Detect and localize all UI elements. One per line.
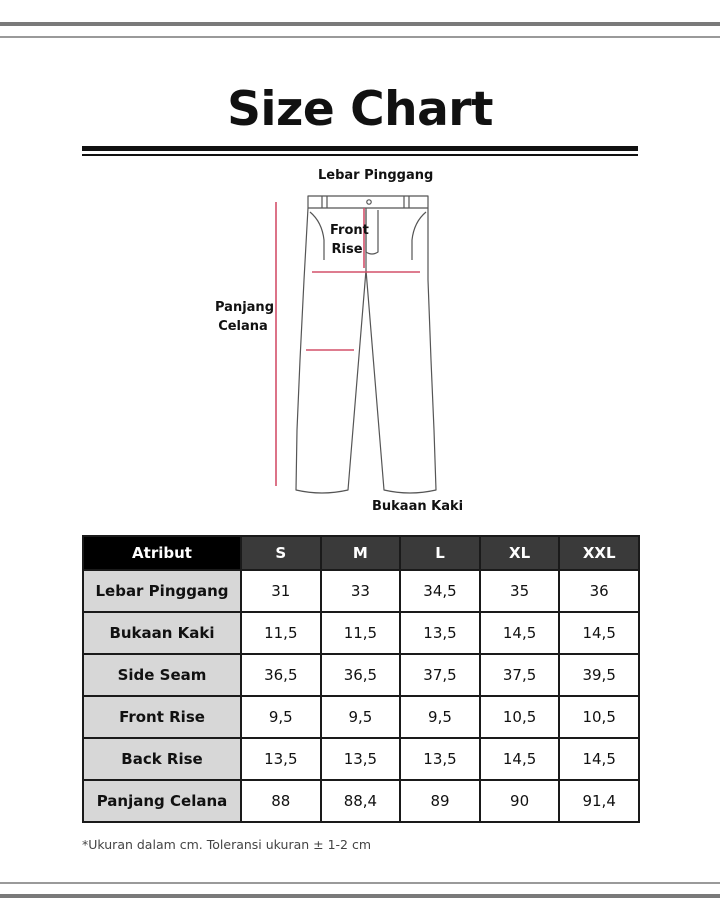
top-border-thin [0,36,720,38]
front-rise-label-line1: Front [330,223,369,238]
page-title: Size Chart [227,82,493,137]
bottom-border-thick [0,894,720,898]
table-cell: 88 [241,780,321,822]
header-attribute: Atribut [83,536,241,570]
header-size-l: L [400,536,480,570]
table-cell: 88,4 [321,780,401,822]
header-size-xxl: XXL [559,536,639,570]
leg-opening-label: Bukaan Kaki [372,499,464,514]
pants-illustration [0,160,720,525]
table-cell: 14,5 [559,738,639,780]
table-row [83,654,639,696]
length-label-line1: Panjang [215,300,274,315]
table-cell: 31 [241,570,321,612]
table-cell: 13,5 [241,738,321,780]
table-cell: 37,5 [480,654,560,696]
table-cell: 14,5 [559,612,639,654]
table-row [83,696,639,738]
table-cell: 39,5 [559,654,639,696]
table-cell: 14,5 [480,738,560,780]
table-cell: 10,5 [480,696,560,738]
table-cell: 13,5 [321,738,401,780]
table-row [83,612,639,654]
pants-diagram [0,160,720,525]
waist-label: Lebar Pinggang [318,168,434,183]
row-attribute: Side Seam [83,654,241,696]
table-row [83,780,639,822]
table-row [83,570,639,612]
table-cell: 33 [321,570,401,612]
header-size-m: M [321,536,401,570]
row-attribute: Back Rise [83,738,241,780]
table-cell: 36,5 [321,654,401,696]
table-cell: 90 [480,780,560,822]
table-cell: 13,5 [400,738,480,780]
title-underline-thick [82,146,638,151]
table-cell: 89 [400,780,480,822]
header-size-xl: XL [480,536,560,570]
table-cell: 10,5 [559,696,639,738]
front-rise-label-line2: Rise [331,242,363,257]
header-size-s: S [241,536,321,570]
table-cell: 36 [559,570,639,612]
table-cell: 9,5 [321,696,401,738]
row-attribute: Front Rise [83,696,241,738]
length-label-line2: Celana [218,319,268,334]
row-attribute: Bukaan Kaki [83,612,241,654]
row-attribute: Lebar Pinggang [83,570,241,612]
table-cell: 36,5 [241,654,321,696]
bottom-border-thin [0,882,720,884]
table-cell: 11,5 [241,612,321,654]
table-row [83,738,639,780]
table-cell: 35 [480,570,560,612]
table-cell: 34,5 [400,570,480,612]
table-cell: 14,5 [480,612,560,654]
title-underline-thin [82,154,638,156]
table-cell: 9,5 [400,696,480,738]
table-cell: 13,5 [400,612,480,654]
table-header-row [83,536,639,570]
table-cell: 11,5 [321,612,401,654]
size-table [82,535,640,823]
table-cell: 9,5 [241,696,321,738]
top-border-thick [0,22,720,26]
row-attribute: Panjang Celana [83,780,241,822]
table-cell: 37,5 [400,654,480,696]
tolerance-note: *Ukuran dalam cm. Toleransi ukuran ± 1-2 cm [82,837,372,852]
table-cell: 91,4 [559,780,639,822]
